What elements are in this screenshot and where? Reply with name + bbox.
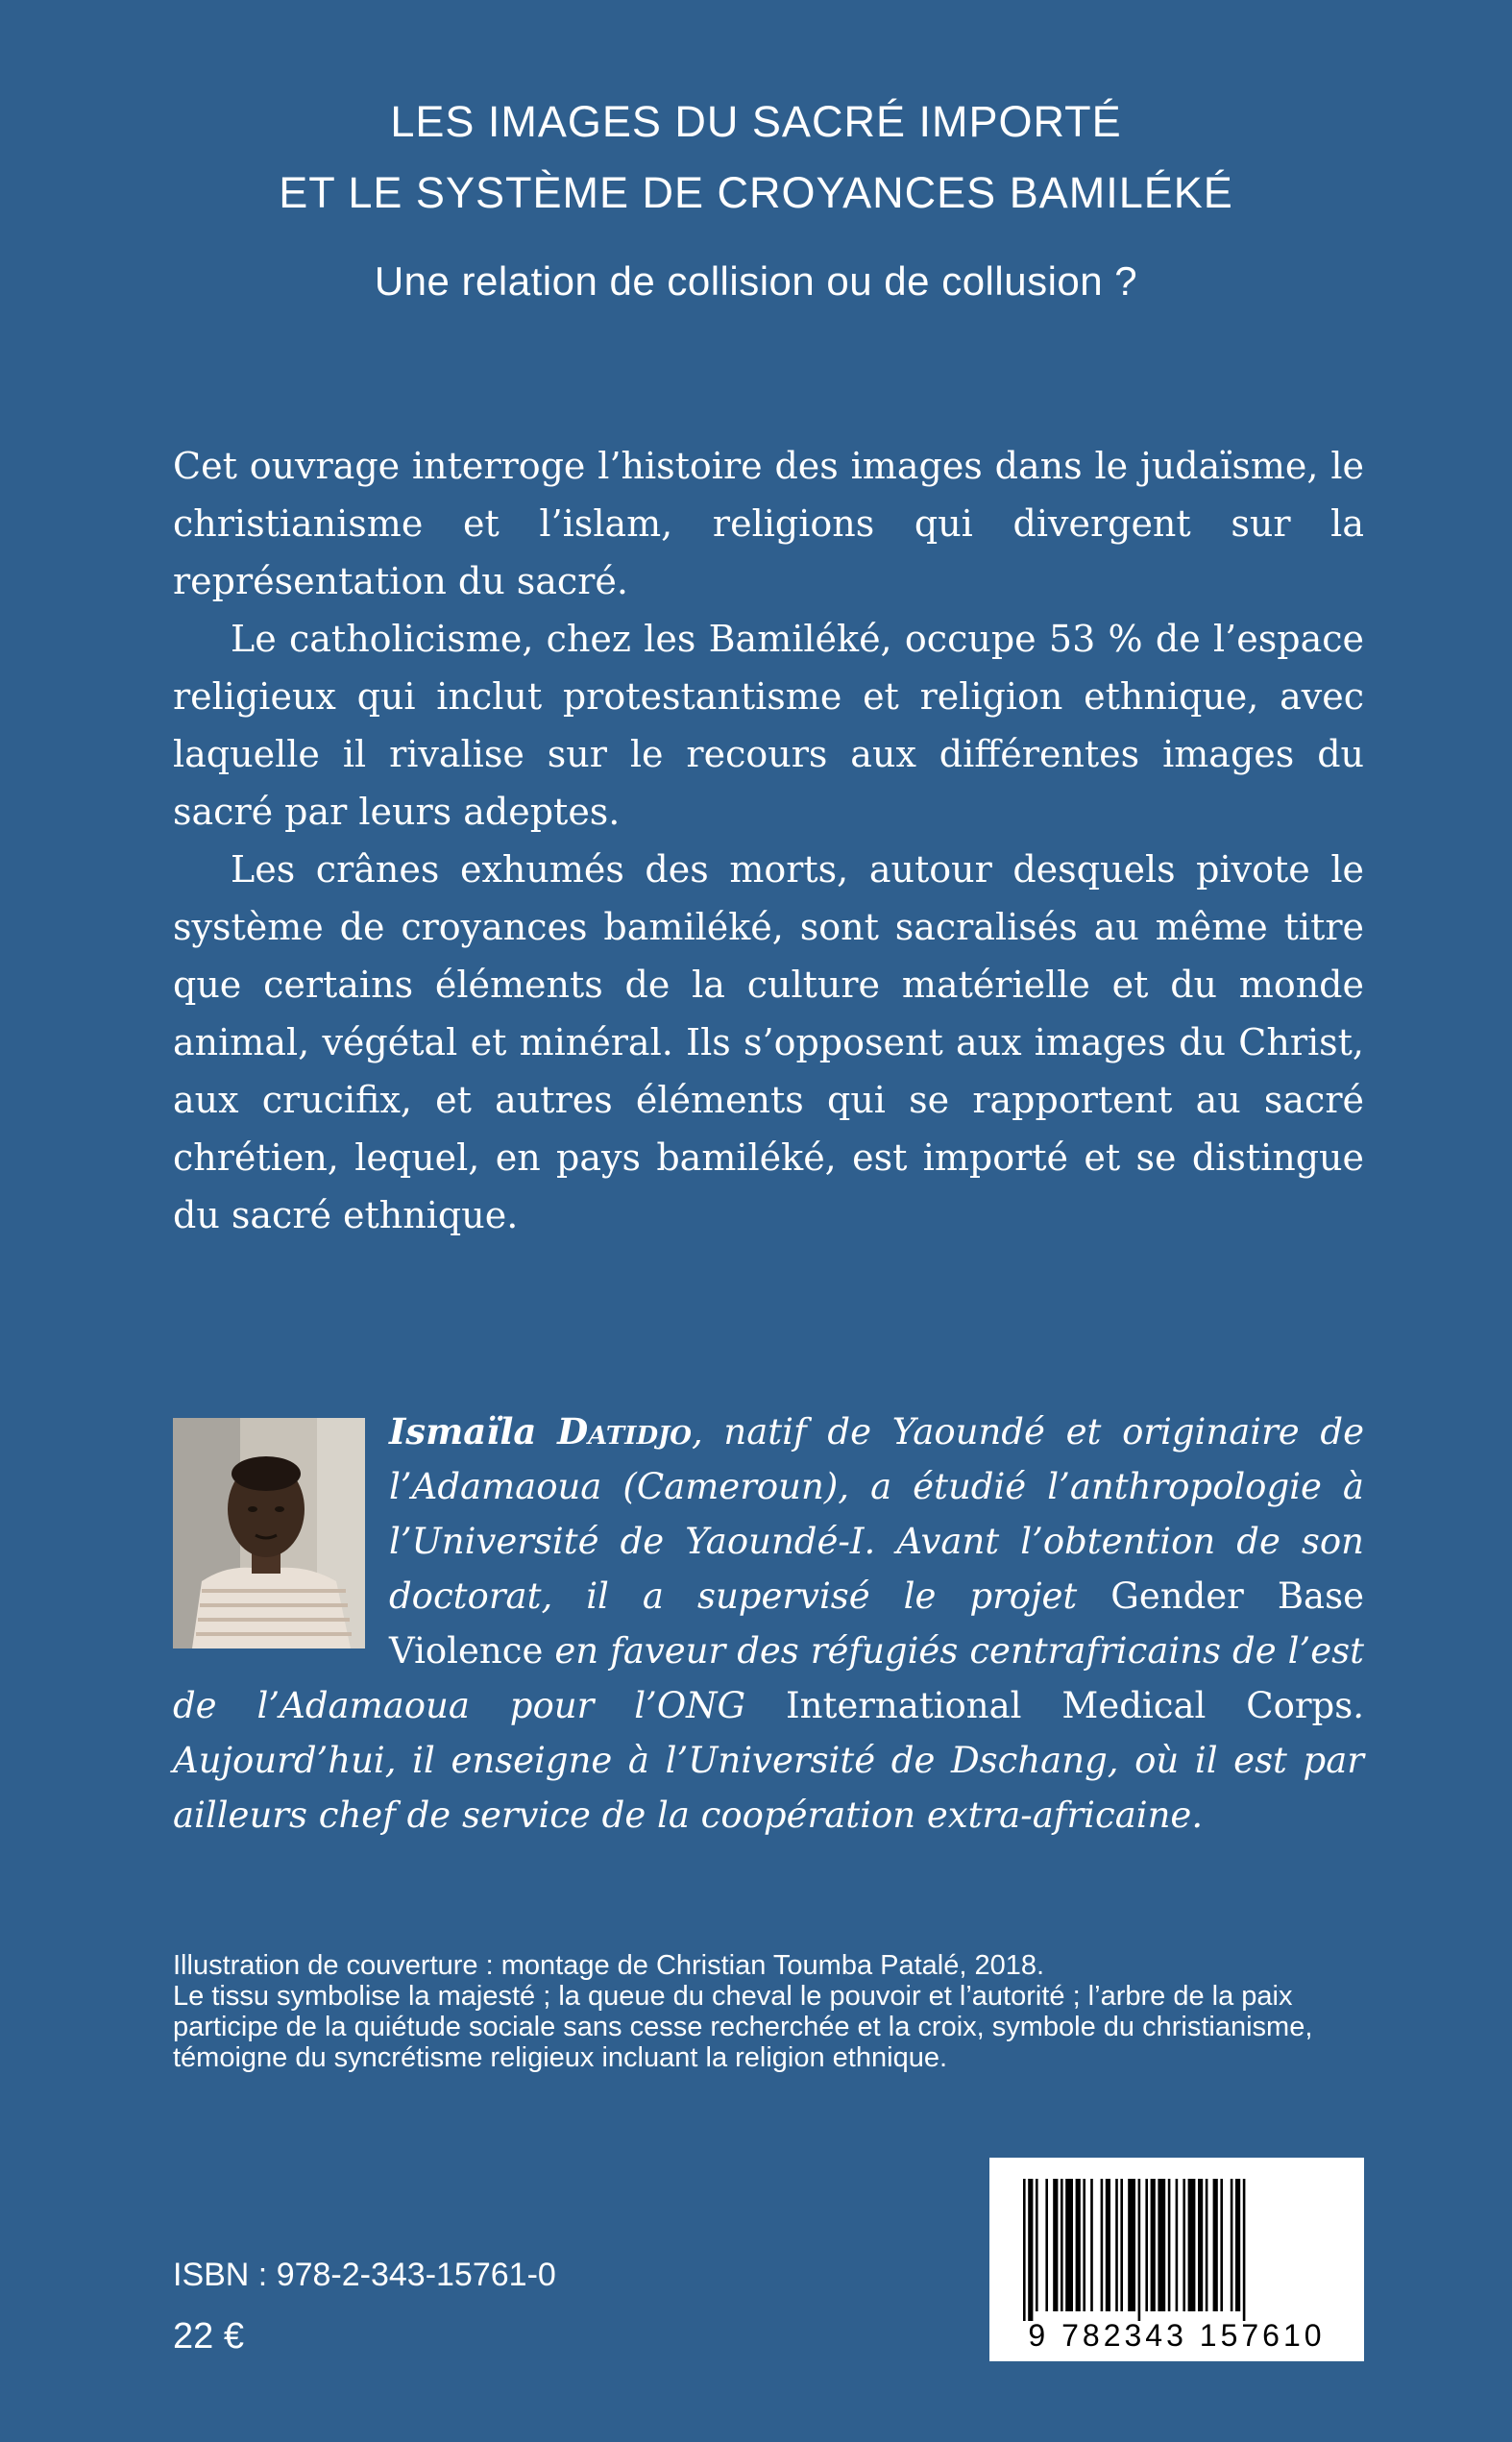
bio-project-name: Gender Base Violence bbox=[389, 1575, 1364, 1672]
barcode-bar bbox=[1090, 2179, 1093, 2311]
barcode-bar bbox=[1128, 2179, 1135, 2311]
barcode-bar bbox=[1053, 2179, 1058, 2311]
illustration-description: Le tissu symbolise la majesté ; la queue du cheval le pouvoir et l’autorité ; l’arbre de la paix participe de la quiétude sociale sans cesse recherchée et la croix, symbole du christianisme, témoigne du syncrétisme religieux incluant la religion ethnique. bbox=[173, 1981, 1313, 2073]
barcode-bar bbox=[1106, 2179, 1110, 2311]
illustration-credit: Illustration de couverture : montage de Christian Toumba Patalé, 2018. bbox=[173, 1950, 1045, 1981]
price: 22 € bbox=[173, 2316, 244, 2357]
barcode-bar bbox=[1083, 2179, 1085, 2311]
barcode-bar bbox=[1061, 2179, 1063, 2311]
barcode-bar bbox=[1198, 2179, 1203, 2311]
barcode-bar bbox=[1023, 2179, 1026, 2321]
cover-credits bbox=[173, 1950, 1374, 2073]
barcode-bar bbox=[1158, 2179, 1165, 2311]
barcode-bar bbox=[1076, 2179, 1081, 2311]
barcode-bar bbox=[1101, 2179, 1104, 2311]
barcode-bar bbox=[1120, 2179, 1123, 2311]
barcode-bar bbox=[1220, 2179, 1223, 2311]
author-biography bbox=[173, 1404, 1364, 1843]
barcode-bar bbox=[1188, 2179, 1196, 2311]
barcode-bar bbox=[1213, 2179, 1218, 2311]
barcode-bar bbox=[1028, 2179, 1033, 2321]
bio-text: en faveur des réfugiés centrafricains de l’est de l’Adamaoua pour l’ONG bbox=[173, 1630, 1364, 1726]
barcode-bar bbox=[1151, 2179, 1156, 2311]
bio-text: , natif de Yaoundé et originaire de l’Adamaoua (Cameroun), a étudié l’anthropologie à l’Université de Yaoundé-I. Avant l’obtention de son doctorat, il a supervisé le projet bbox=[389, 1411, 1365, 1617]
barcode-bar bbox=[1065, 2179, 1073, 2311]
book-title-line-1: LES IMAGES DU SACRÉ IMPORTÉ bbox=[390, 97, 1122, 146]
summary-paragraph: Le catholicisme, chez les Bamiléké, occupe 53 % de l’espace religieux qui inclut protestantisme et religion ethnique, avec laquelle il rivalise sur le recours aux différentes images du sacré par leurs adeptes. bbox=[173, 618, 1364, 833]
book-summary bbox=[173, 437, 1364, 1244]
barcode-bar bbox=[1145, 2179, 1148, 2311]
barcode bbox=[989, 2158, 1364, 2361]
barcode-bar bbox=[1183, 2179, 1185, 2311]
barcode-bar bbox=[1115, 2179, 1118, 2311]
barcode-bar bbox=[1243, 2179, 1246, 2321]
barcode-bar bbox=[1206, 2179, 1208, 2311]
book-title-line-2: ET LE SYSTÈME DE CROYANCES BAMILÉKÉ bbox=[279, 168, 1233, 217]
isbn: ISBN : 978-2-343-15761-0 bbox=[173, 2257, 556, 2293]
barcode-bar bbox=[1138, 2179, 1141, 2321]
barcode-bar bbox=[1231, 2179, 1233, 2311]
barcode-bar bbox=[1036, 2179, 1038, 2311]
barcode-bar bbox=[1235, 2179, 1240, 2311]
barcode-bar bbox=[1176, 2179, 1179, 2311]
bio-organization-name: International Medical Corps bbox=[786, 1685, 1353, 1726]
barcode-bars bbox=[989, 2158, 1364, 2321]
barcode-bar bbox=[1168, 2179, 1171, 2311]
book-subtitle: Une relation de collision ou de collusion ? bbox=[374, 258, 1138, 304]
summary-paragraph: Les crânes exhumés des morts, autour desquels pivote le système de croyances bamiléké, sont sacralisés au même titre que certains éléments de la culture matérielle et du monde animal, végétal et minéral. Ils s’opposent aux images du Christ, aux crucifix, et autres éléments qui se rapportent au sacré chrétien, lequel, en pays bamiléké, est importé et se distingue du sacré ethnique. bbox=[173, 848, 1364, 1236]
author-last-name: Datidjo bbox=[557, 1410, 692, 1453]
author-first-name: Ismaïla bbox=[389, 1410, 537, 1453]
barcode-number: 9 782343 157610 bbox=[1028, 2318, 1326, 2353]
summary-paragraph: Cet ouvrage interroge l’histoire des images dans le judaïsme, le christianisme et l’islam, religions qui divergent sur la représentation du sacré. bbox=[173, 445, 1364, 602]
bio-text: . Aujourd’hui, il enseigne à l’Université de Dschang, où il est par ailleurs chef de service de la coopération extra-africaine. bbox=[173, 1685, 1364, 1836]
barcode-bar bbox=[1045, 2179, 1048, 2311]
